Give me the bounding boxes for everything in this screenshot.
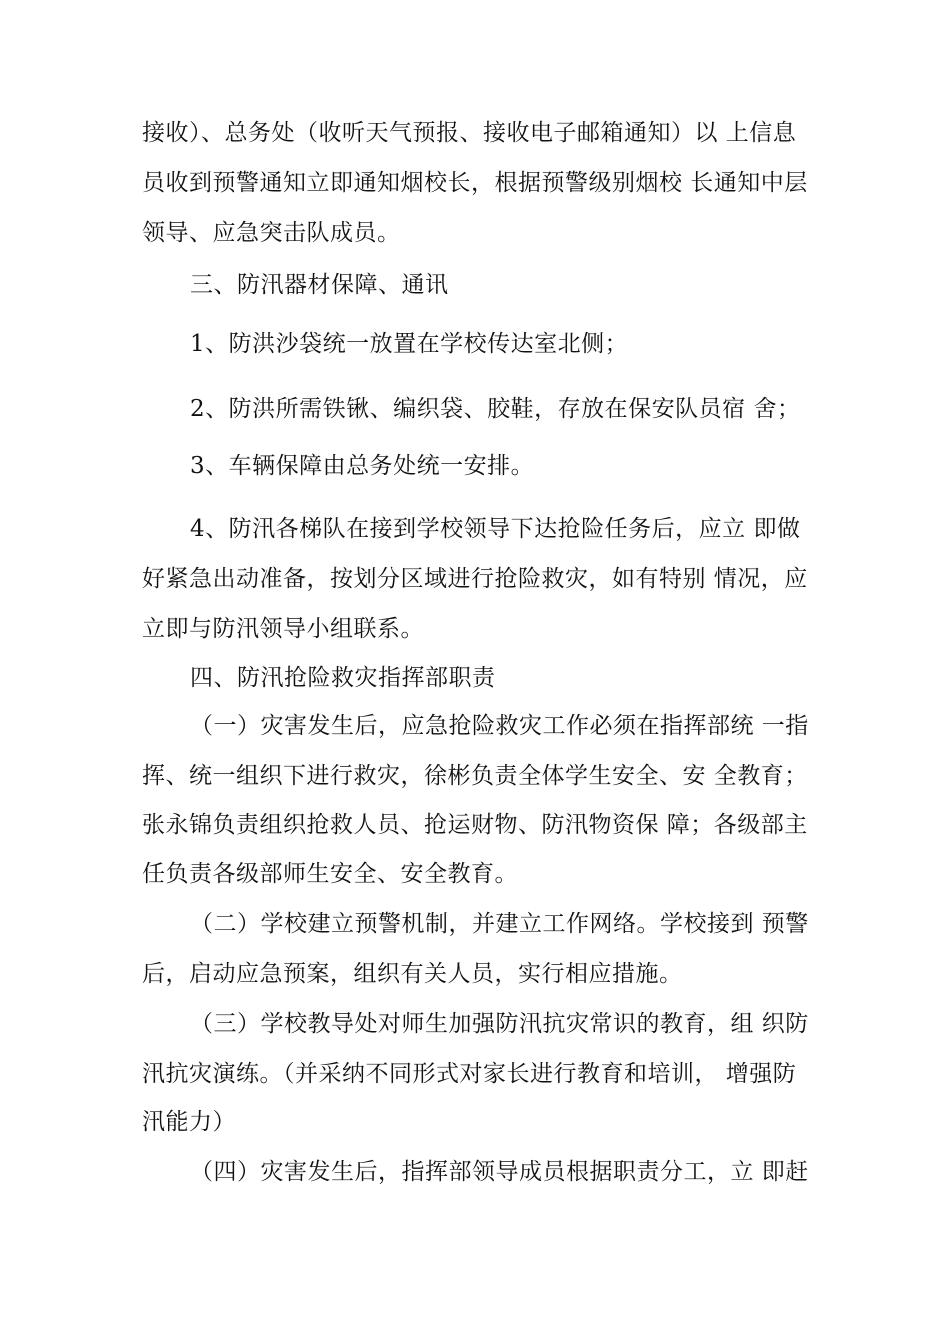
list-item: 3、车辆保障由总务处统一安排。 [190, 453, 535, 479]
text-line: （二）学校建立预警机制，并建立工作网络。学校接到 预警 [190, 911, 809, 937]
section-heading: 三、防汛器材保障、通讯 [190, 272, 449, 298]
list-item: 4、防汛各梯队在接到学校领导下达抢险任务后，应立 即做 [190, 516, 801, 542]
text-line: 员收到预警通知立即通知烟校长，根据预警级别烟校 长通知中层 [142, 170, 808, 196]
section-heading: 四、防汛抢险救灾指挥部职责 [190, 665, 496, 691]
text-line: 挥、统一组织下进行救灾，徐彬负责全体学生安全、安 全教育； [142, 763, 808, 789]
text-line: （一）灾害发生后，应急抢险救灾工作必须在指挥部统 一指 [190, 713, 809, 739]
list-item: 1、防洪沙袋统一放置在学校传达室北侧； [190, 331, 629, 357]
list-item: 2、防洪所需铁锹、编织袋、胶鞋，存放在保安队员宿 舍； [190, 396, 801, 422]
text-line: 张永锦负责组织抢救人员、抢运财物、防汛物资保 障；各级部主 [142, 812, 808, 838]
text-line: （四）灾害发生后，指挥部领导成员根据职责分工，立 即赶 [190, 1159, 809, 1185]
text-line: 领导、应急突击队成员。 [142, 220, 401, 246]
text-line: 汛能力） [142, 1109, 236, 1135]
text-line: 立即与防汛领导小组联系。 [142, 616, 424, 642]
text-line: 汛抗灾演练。（并采纳不同形式对家长进行教育和培训， 增强防 [142, 1061, 797, 1087]
text-line: （三）学校教导处对师生加强防汛抗灾常识的教育，组 织防 [190, 1011, 809, 1037]
text-line: 任负责各级部师生安全、安全教育。 [142, 861, 518, 887]
text-line: 好紧急出动准备，按划分区域进行抢险救灾，如有特别 情况，应 [142, 566, 808, 592]
text-line: 接收）、总务处（收听天气预报、接收电子邮箱通知）以 上信息 [142, 120, 797, 146]
text-line: 后，启动应急预案，组织有关人员，实行相应措施。 [142, 961, 683, 987]
